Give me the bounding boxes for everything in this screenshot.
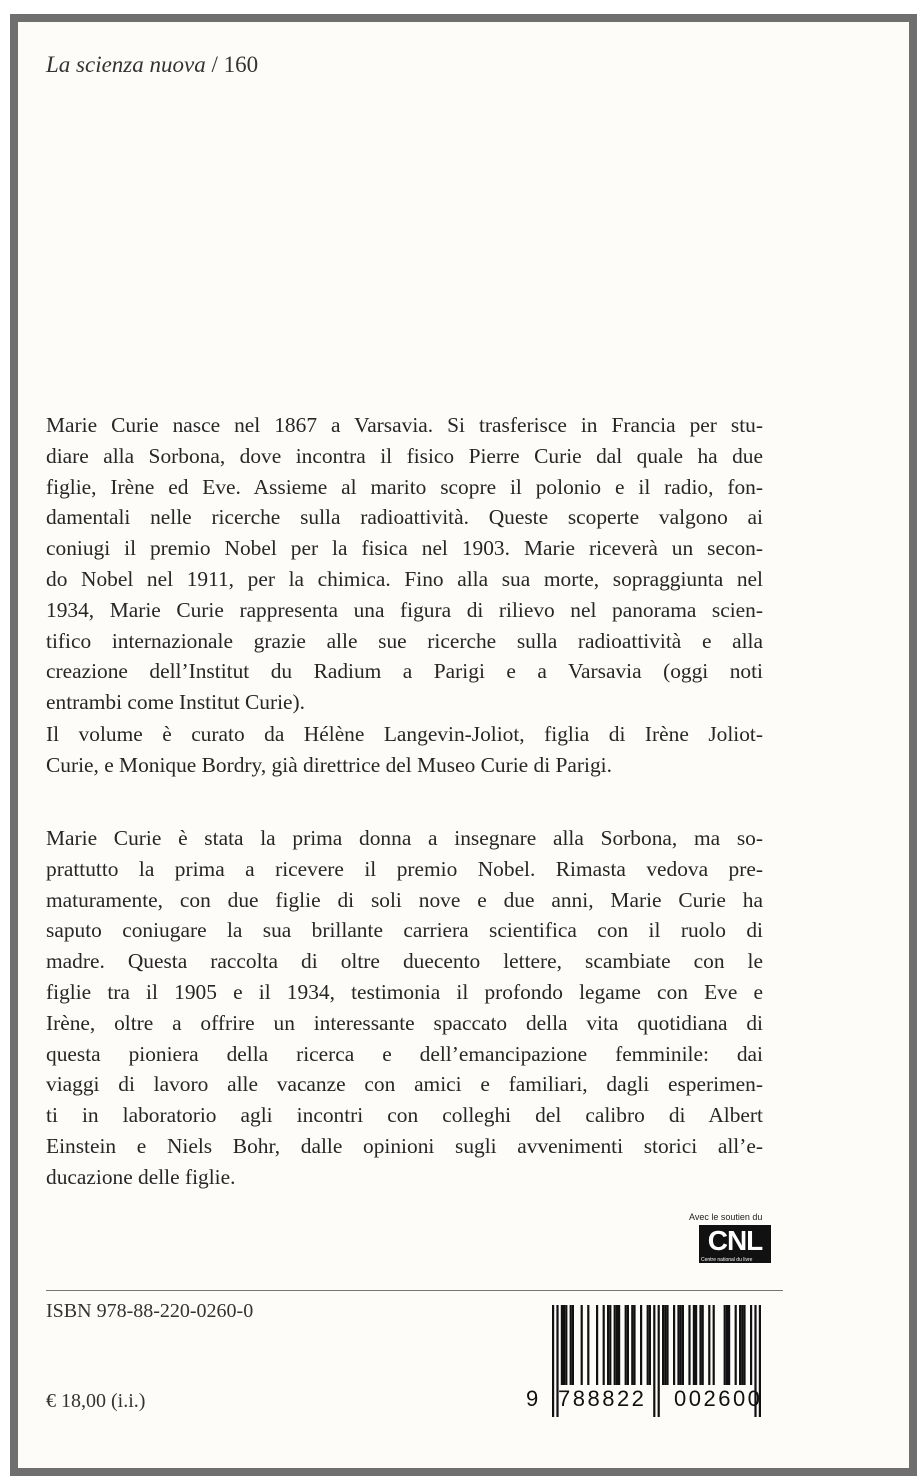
barcode-bar bbox=[609, 1305, 611, 1385]
barcode-bar bbox=[614, 1305, 616, 1385]
summary-line: prattutto la prima a ricevere il premio Nobel. Rimasta vedova pre- bbox=[46, 856, 763, 881]
barcode-bar bbox=[713, 1305, 715, 1385]
editors-paragraph bbox=[46, 719, 763, 781]
bio-line: 1934, Marie Curie rappresenta una figura di rilievo nel panorama scien- bbox=[46, 597, 763, 622]
bio-line: tifico internazionale grazie alle sue ricerche sulla radioattività e alla bbox=[46, 628, 763, 653]
bio-line: creazione dell’Institut du Radium a Parigi e a Varsavia (oggi noti bbox=[46, 659, 763, 684]
barcode-bar bbox=[726, 1305, 728, 1385]
barcode-bar bbox=[693, 1305, 695, 1385]
barcode-bar bbox=[563, 1305, 565, 1385]
bio-line: do Nobel nel 1911, per la chimica. Fino alla sua morte, sopraggiunta nel bbox=[46, 566, 763, 591]
isbn-label: ISBN 978-88-220-0260-0 bbox=[46, 1300, 254, 1322]
barcode-bar bbox=[565, 1305, 567, 1385]
series-number: 160 bbox=[223, 52, 259, 77]
barcode-left-group: 788822 bbox=[558, 1386, 647, 1411]
barcode-bar bbox=[552, 1305, 554, 1417]
series-label bbox=[46, 52, 258, 78]
bio-line: diare alla Sorbona, dove incontra il fisico Pierre Curie dal quale ha due bbox=[46, 443, 763, 468]
barcode-bar bbox=[561, 1305, 563, 1385]
barcode-bar bbox=[699, 1305, 701, 1385]
bio-line: Marie Curie nasce nel 1867 a Varsavia. Si trasferisce in Francia per stu- bbox=[46, 413, 763, 437]
barcode-bar bbox=[570, 1305, 572, 1385]
barcode-bar bbox=[603, 1305, 605, 1385]
barcode-bar bbox=[739, 1305, 741, 1385]
barcode-bar bbox=[647, 1305, 649, 1385]
barcode-bar bbox=[673, 1305, 675, 1385]
barcode-bar bbox=[631, 1305, 633, 1385]
cnl-caption: Avec le soutien du bbox=[689, 1212, 763, 1222]
bio-line: entrambi come Institut Curie). bbox=[46, 690, 305, 715]
book-summary-paragraph bbox=[46, 823, 763, 1193]
series-separator: / bbox=[205, 52, 224, 77]
barcode-bar bbox=[750, 1305, 752, 1385]
bio-line: damentali nelle ricerche sulla radioattività. Queste scoperte valgono ai bbox=[46, 505, 763, 530]
barcode-bar bbox=[572, 1305, 574, 1385]
barcode-bar bbox=[649, 1305, 651, 1385]
barcode-bar bbox=[708, 1305, 710, 1385]
barcode-bar bbox=[658, 1305, 660, 1417]
barcode-bar bbox=[607, 1305, 609, 1385]
author-bio-paragraph bbox=[46, 410, 763, 718]
summary-line: ducazione delle figlie. bbox=[46, 1164, 236, 1189]
summary-line: madre. Questa raccolta di oltre duecento lettere, scambiate con le bbox=[46, 949, 763, 974]
barcode-bar bbox=[633, 1305, 635, 1385]
summary-line: maturamente, con due figlie di soli nove e due anni, Marie Curie ha bbox=[46, 887, 763, 912]
cnl-subtitle: Centre national du livre bbox=[701, 1257, 753, 1263]
price-label: € 18,00 (i.i.) bbox=[46, 1390, 146, 1412]
summary-line: saputo coniugare la sua brillante carriera scientifica con il ruolo di bbox=[46, 918, 763, 943]
barcode-bar bbox=[616, 1305, 618, 1385]
barcode-bar bbox=[741, 1305, 743, 1385]
editors-line: Il volume è curato da Hélène Langevin-Joliot, figlia di Irène Joliot- bbox=[46, 722, 763, 746]
barcode-bar bbox=[587, 1305, 589, 1385]
barcode-bar bbox=[618, 1305, 620, 1385]
barcode-bar bbox=[653, 1305, 655, 1417]
cnl-logo bbox=[687, 1212, 783, 1276]
barcode-bar bbox=[596, 1305, 598, 1385]
summary-line: figlie tra il 1905 e il 1934, testimonia il profondo legame con Eve e bbox=[46, 979, 763, 1004]
summary-line: Einstein e Niels Bohr, dalle opinioni sugli avvenimenti storici all’e- bbox=[46, 1133, 763, 1158]
summary-line: viaggi di lavoro alle vacanze con amici e familiari, dagli esperimen- bbox=[46, 1072, 763, 1097]
barcode-right-group: 002600 bbox=[674, 1386, 763, 1411]
series-title: La scienza nuova bbox=[46, 52, 206, 77]
barcode-bar bbox=[662, 1305, 664, 1385]
barcode-bar bbox=[695, 1305, 697, 1385]
barcode-bar bbox=[627, 1305, 629, 1385]
editors-line: Curie, e Monique Bordry, già direttrice del Museo Curie di Parigi. bbox=[46, 752, 612, 777]
cnl-mark: CNL bbox=[699, 1225, 771, 1263]
barcode-bar bbox=[677, 1305, 679, 1385]
barcode-bar bbox=[735, 1305, 737, 1385]
divider-line bbox=[46, 1290, 783, 1291]
barcode-bar bbox=[625, 1305, 627, 1385]
summary-line: Marie Curie è stata la prima donna a insegnare alla Sorbona, ma so- bbox=[46, 826, 763, 850]
barcode-bar bbox=[680, 1305, 682, 1385]
barcode-bar bbox=[682, 1305, 684, 1385]
barcode-first-digit: 9 bbox=[526, 1386, 539, 1411]
barcode-bar bbox=[728, 1305, 730, 1385]
summary-line: ti in laboratorio agli incontri con colleghi del calibro di Albert bbox=[46, 1103, 763, 1128]
bio-line: figlie, Irène ed Eve. Assieme al marito scopre il polonio e il radio, fon- bbox=[46, 474, 763, 499]
bio-line: coniugi il premio Nobel per la fisica nel 1903. Marie riceverà un secon- bbox=[46, 536, 763, 561]
summary-line: questa pioniera della ricerca e dell’emancipazione femminile: dai bbox=[46, 1041, 763, 1066]
barcode-bar bbox=[581, 1305, 583, 1385]
barcode-bar bbox=[640, 1305, 642, 1385]
barcode-bar bbox=[664, 1305, 666, 1385]
barcode-bar bbox=[666, 1305, 668, 1385]
barcode-bar bbox=[688, 1305, 690, 1385]
barcode-bar bbox=[702, 1305, 704, 1385]
summary-line: Irène, oltre a offrire un interessante spaccato della vita quotidiana di bbox=[46, 1010, 763, 1035]
barcode-bar bbox=[743, 1305, 745, 1385]
barcode-bar bbox=[724, 1305, 726, 1385]
